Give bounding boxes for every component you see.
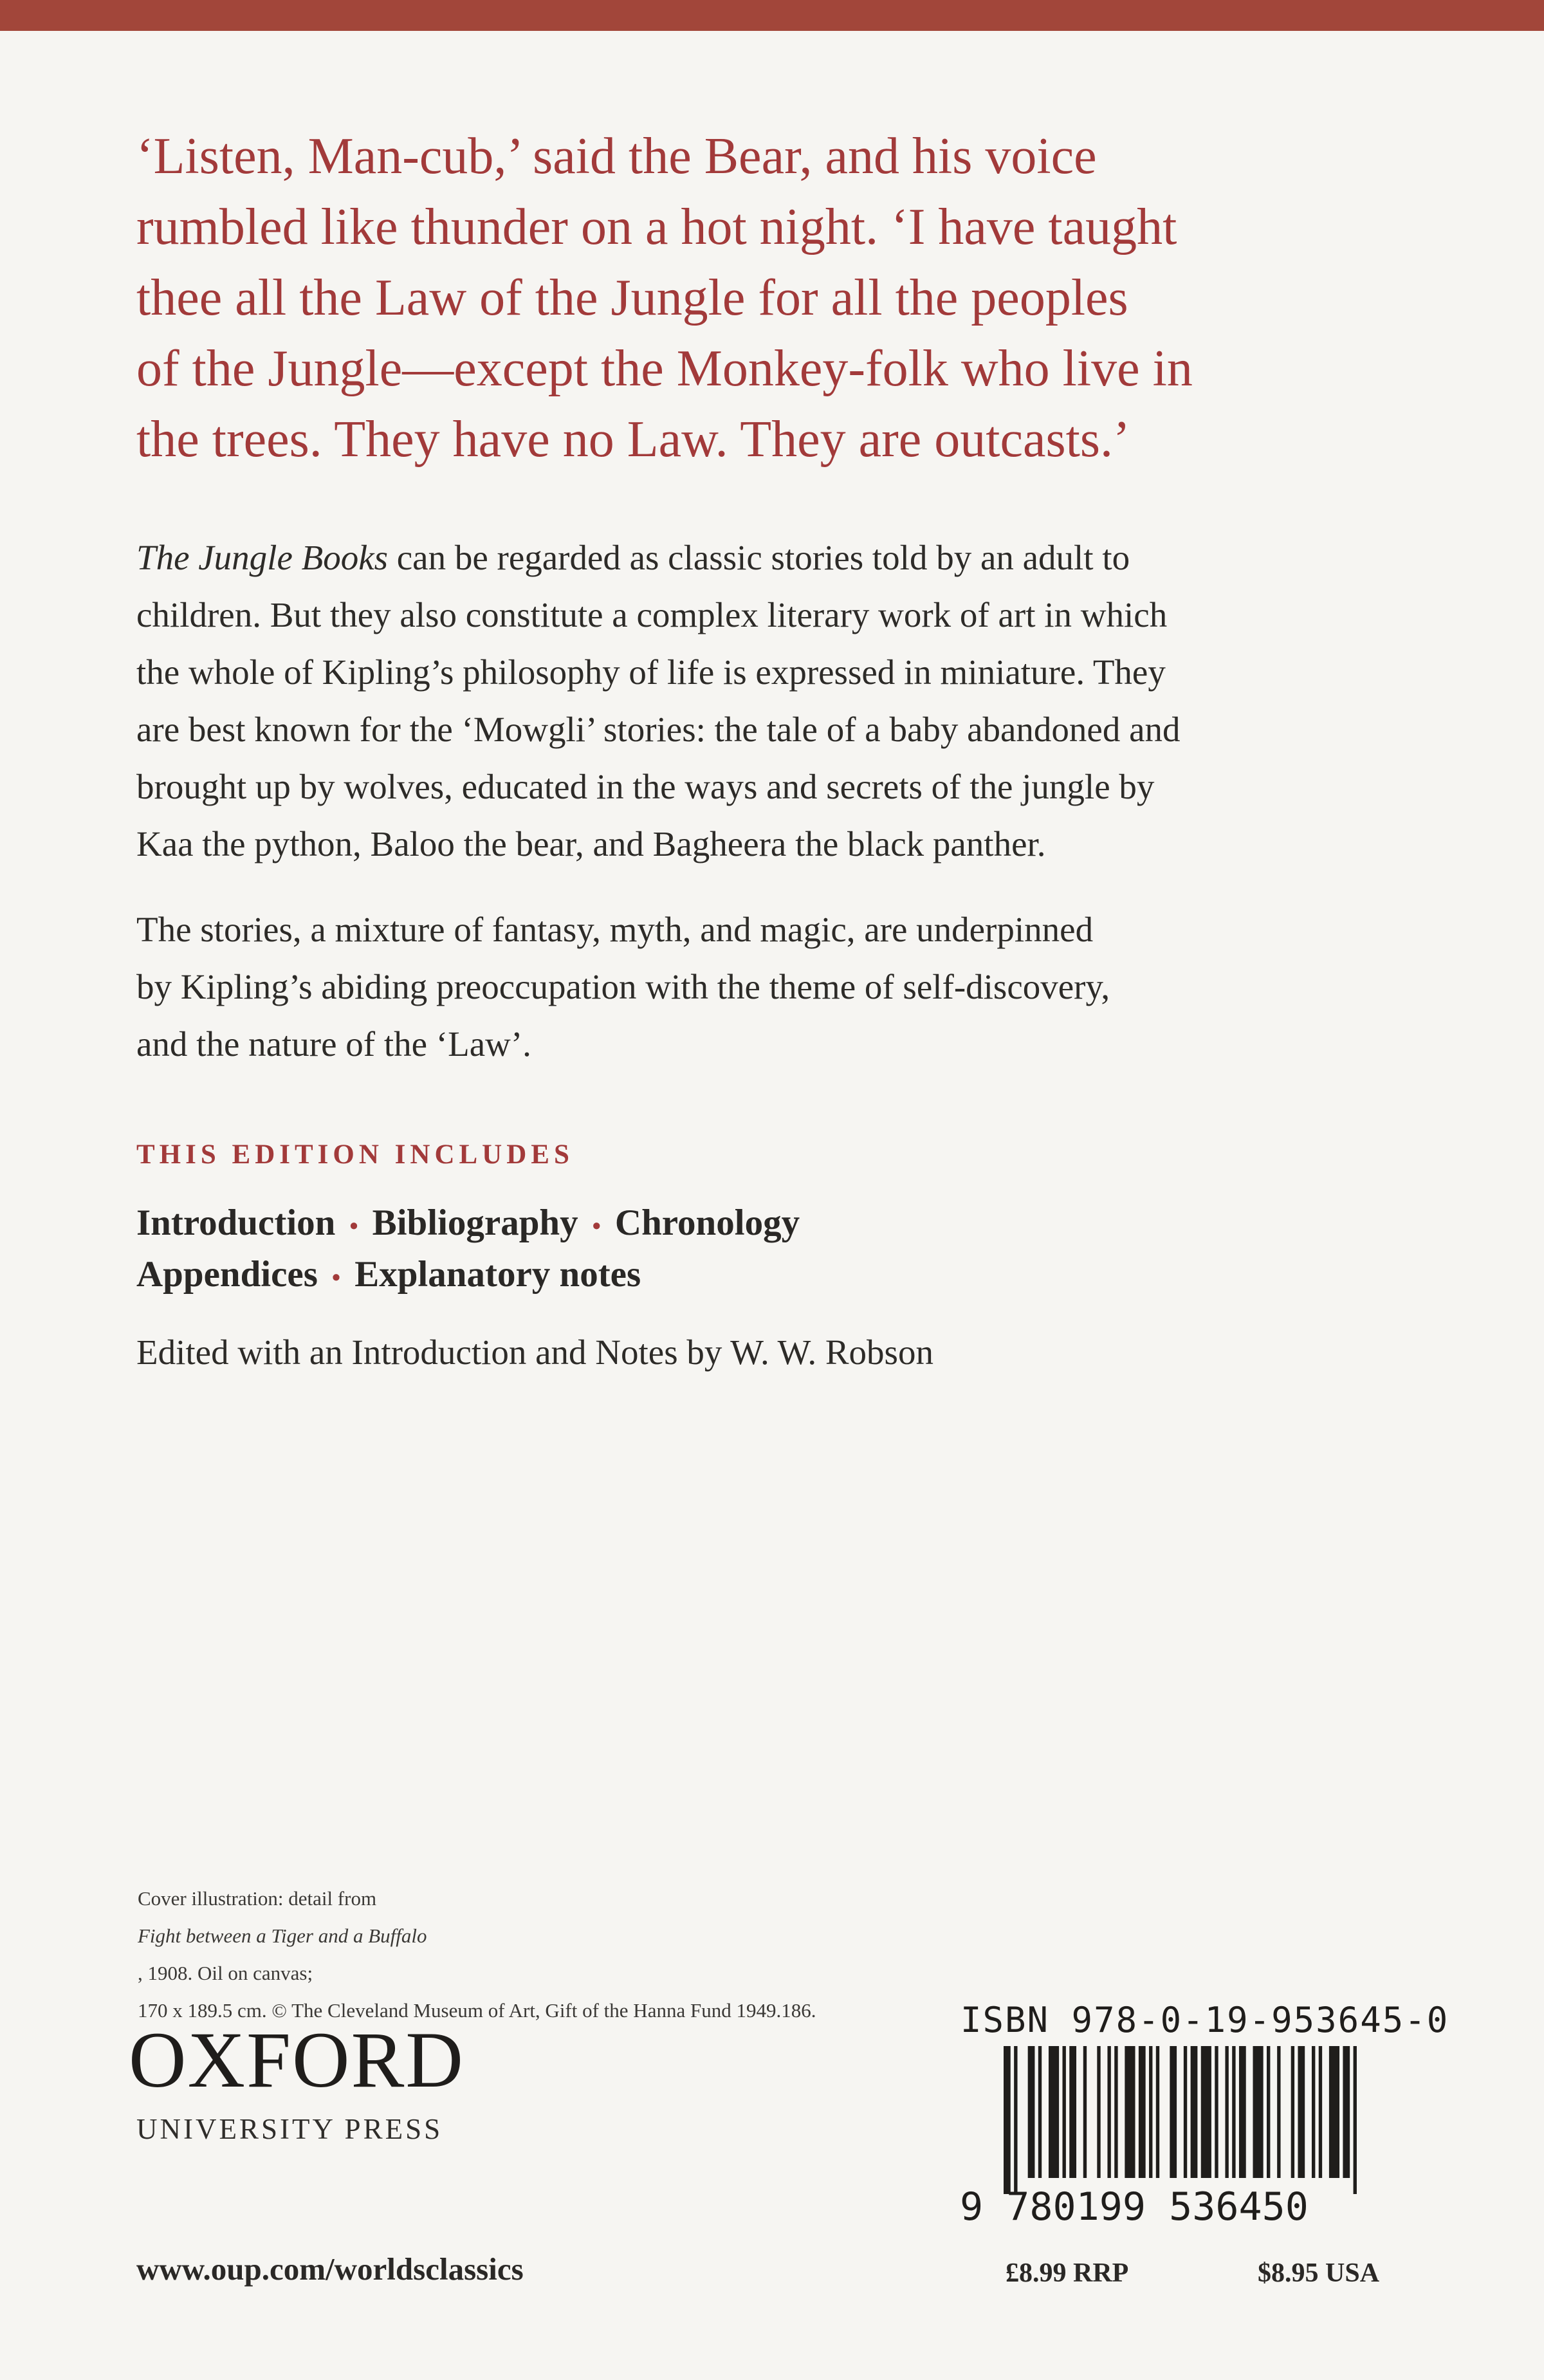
body-line: brought up by wolves, educated in the ways and secrets of the jungle by xyxy=(136,767,1155,806)
description-paragraph-1 xyxy=(136,529,1449,872)
body-line: The stories, a mixture of fantasy, myth, and magic, are underpinned xyxy=(136,910,1094,949)
publisher-logo: OXFORD xyxy=(129,2016,464,2104)
barcode-icon xyxy=(1004,2046,1384,2194)
barcode-bar xyxy=(1062,2046,1065,2178)
barcode-bar xyxy=(1156,2046,1159,2178)
credit-text: Cover illustration: detail from xyxy=(138,1887,377,1910)
publisher-subname: UNIVERSITY PRESS xyxy=(136,2113,443,2145)
includes-item: Bibliography xyxy=(372,1203,578,1243)
barcode-bar xyxy=(1049,2046,1059,2178)
barcode-digits: 9 780199 536450 xyxy=(960,2184,1309,2229)
barcode-bar xyxy=(1191,2046,1198,2178)
barcode-bar xyxy=(1149,2046,1152,2178)
body-line: and the nature of the ‘Law’. xyxy=(136,1024,531,1064)
body-line: are best known for the ‘Mowgli’ stories: the tale of a baby abandoned and xyxy=(136,710,1181,749)
barcode-bar xyxy=(1319,2046,1322,2178)
quote-line: ‘Listen, Man-cub,’ said the Bear, and his voice xyxy=(136,128,1097,185)
barcode-bar xyxy=(1184,2046,1187,2178)
epigraph-quote xyxy=(136,121,1436,475)
barcode-bar xyxy=(1004,2046,1011,2194)
barcode-bar xyxy=(1069,2046,1076,2178)
quote-line: thee all the Law of the Jungle for all the peoples xyxy=(136,270,1128,326)
quote-line: the trees. They have no Law. They are outcasts.’ xyxy=(136,411,1130,468)
bullet-separator: • xyxy=(592,1212,601,1240)
includes-item: Chronology xyxy=(614,1203,800,1243)
barcode-bar xyxy=(1253,2046,1263,2178)
barcode-bar xyxy=(1239,2046,1246,2178)
edition-includes-row xyxy=(136,1253,641,1295)
artwork-title: Fight between a Tiger and a Buffalo xyxy=(138,1924,427,1947)
barcode-bar xyxy=(1028,2046,1035,2178)
barcode-bar xyxy=(1014,2046,1017,2194)
price-uk: £8.99 RRP xyxy=(1006,2258,1129,2288)
barcode-bar xyxy=(1291,2046,1294,2178)
body-line: children. But they also constitute a complex literary work of art in which xyxy=(136,595,1168,634)
barcode-bar xyxy=(1038,2046,1042,2178)
barcode-bar xyxy=(1277,2046,1280,2178)
barcode-bar xyxy=(1107,2046,1110,2178)
barcode-bar xyxy=(1125,2046,1135,2178)
edition-includes-row xyxy=(136,1202,800,1244)
barcode-bar xyxy=(1267,2046,1270,2178)
credit-line: 170 x 189.5 cm. © The Cleveland Museum of Art, Gift of the Hanna Fund 1949.186. xyxy=(138,1999,816,2022)
price-us: $8.95 USA xyxy=(1258,2258,1380,2288)
edition-includes-heading: THIS EDITION INCLUDES xyxy=(136,1139,574,1170)
book-title: The Jungle Books xyxy=(136,538,389,577)
body-text-fragment: can be regarded as classic stories told by an adult to xyxy=(388,538,1130,577)
barcode-bar xyxy=(1232,2046,1235,2178)
body-line: by Kipling’s abiding preoccupation with the theme of self-discovery, xyxy=(136,967,1110,1006)
body-line: the whole of Kipling’s philosophy of life is expressed in miniature. They xyxy=(136,652,1166,692)
barcode-bar xyxy=(1114,2046,1117,2178)
publisher-website: www.oup.com/worldsclassics xyxy=(136,2251,524,2287)
barcode-bar xyxy=(1097,2046,1100,2178)
includes-item: Introduction xyxy=(136,1203,336,1243)
barcode-bar xyxy=(1201,2046,1211,2178)
body-line xyxy=(136,529,1449,586)
includes-item: Explanatory notes xyxy=(354,1254,641,1295)
barcode-bar xyxy=(1329,2046,1339,2178)
barcode-bar xyxy=(1343,2046,1350,2178)
includes-item: Appendices xyxy=(136,1254,318,1295)
bullet-separator: • xyxy=(349,1212,358,1240)
editor-credit: Edited with an Introduction and Notes by W. W. Robson xyxy=(136,1333,933,1372)
barcode-bar xyxy=(1083,2046,1087,2178)
isbn-text: ISBN 978-0-19-953645-0 xyxy=(960,2000,1449,2040)
body-line: Kaa the python, Baloo the bear, and Bagheera the black panther. xyxy=(136,824,1046,863)
description-paragraph-2 xyxy=(136,901,1449,1073)
barcode-bar xyxy=(1354,2046,1357,2194)
barcode-bar xyxy=(1312,2046,1315,2178)
barcode-bar xyxy=(1215,2046,1218,2178)
quote-line: of the Jungle—except the Monkey-folk who live in xyxy=(136,340,1193,397)
barcode-bar xyxy=(1139,2046,1146,2178)
top-color-band xyxy=(0,0,1544,31)
credit-text: , 1908. Oil on canvas; xyxy=(138,1962,313,1984)
quote-line: rumbled like thunder on a hot night. ‘I have taught xyxy=(136,199,1177,255)
barcode-bar xyxy=(1225,2046,1228,2178)
bullet-separator: • xyxy=(331,1264,341,1291)
barcode-bar xyxy=(1298,2046,1305,2178)
credit-line xyxy=(138,1880,1167,1992)
barcode-bar xyxy=(1170,2046,1177,2178)
